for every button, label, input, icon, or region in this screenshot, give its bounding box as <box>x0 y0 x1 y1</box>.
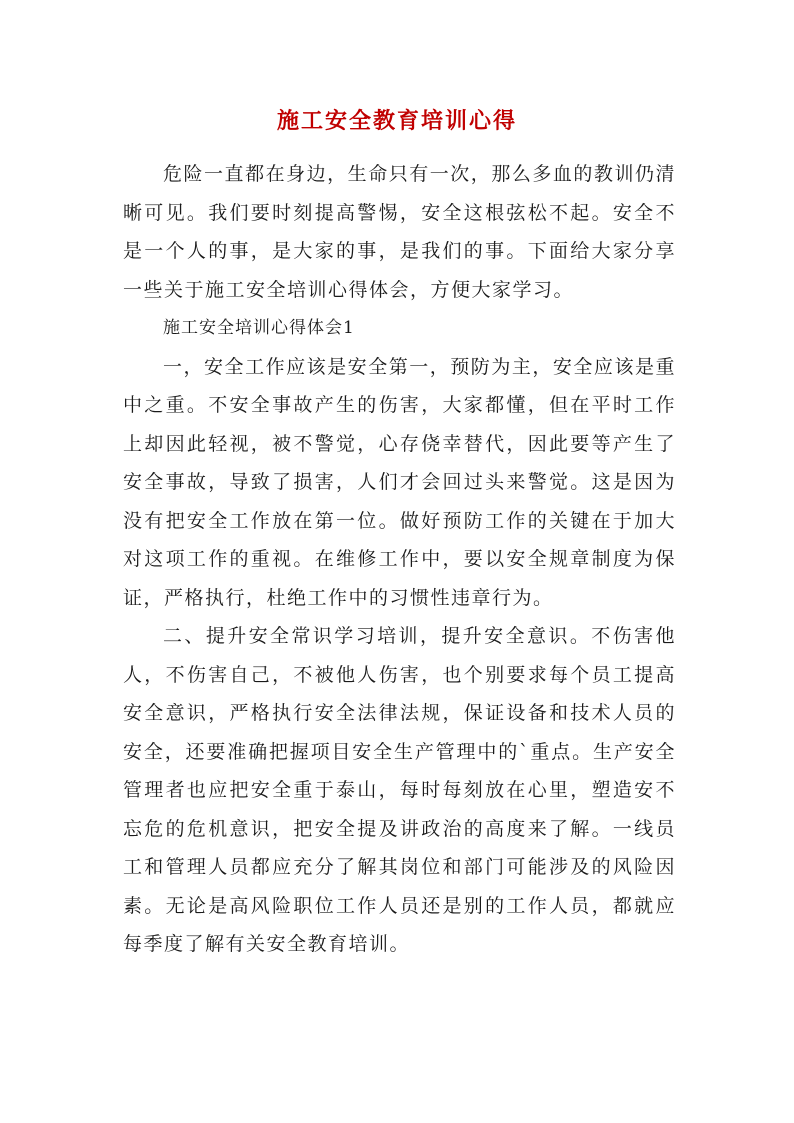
section-heading: 施工安全培训心得体会1 <box>163 318 355 338</box>
body-paragraph-1: 一，安全工作应该是安全第一，预防为主，安全应该是重中之重。不安全事故产生的伤害，大家都懂，但在平时工作上却因此轻视，被不警觉，心存侥幸替代，因此要等产生了安全事故，导致了损害，人们才会回过头来警觉。这是因为没有把安全工作放在第一位。做好预防工作的关键在于加大对这项工作的重视。在维修工作中，要以安全规章制度为保证，严格执行，杜绝工作中的习惯性违章行为。 <box>123 355 676 609</box>
document-title: 施工安全教育培训心得 <box>276 108 517 134</box>
body-paragraph-2: 二、提升安全常识学习培训，提升安全意识。不伤害他人，不伤害自己，不被他人伤害，也个别要求每个员工提高安全意识，严格执行安全法律法规，保证设备和技术人员的安全，还要准确把握项目安全生产管理中的`重点。生产安全管理者也应把安全重于泰山，每时每刻放在心里，塑造安不忘危的危机意识，把安全提及讲政治的高度来了解。一线员工和管理人员都应充分了解其岗位和部门可能涉及的风险因素。无论是高风险职位工作人员还是别的工作人员，都就应每季度了解有关安全教育培训。 <box>123 625 676 955</box>
intro-paragraph: 危险一直都在身边，生命只有一次，那么多血的教训仍清晰可见。我们要时刻提高警惕，安全这根弦松不起。安全不是一个人的事，是大家的事，是我们的事。下面给大家分享一些关于施工安全培训心得体会，方便大家学习。 <box>123 163 676 301</box>
document-body <box>123 155 676 964</box>
